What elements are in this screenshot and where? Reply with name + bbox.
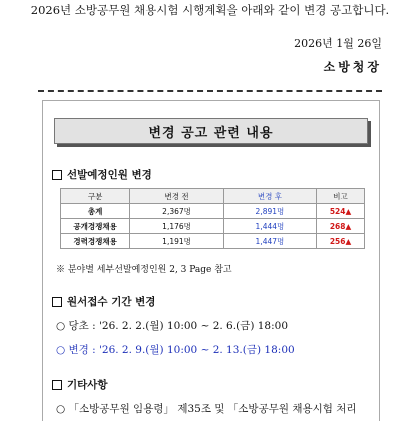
row-after: 2,891명 (223, 204, 316, 219)
divider (38, 90, 382, 92)
section-title: 기타사항 (67, 379, 108, 391)
section-heading-other (52, 377, 108, 392)
section-heading-quota (52, 167, 152, 182)
checkbox-square-icon (52, 170, 62, 180)
table-row (61, 219, 365, 234)
table-row (61, 204, 365, 219)
row-after: 1,447명 (223, 234, 316, 249)
issuing-organization: 소방청장 (323, 60, 382, 74)
section-title: 원서접수 기간 변경 (67, 296, 156, 308)
content-panel (42, 100, 380, 421)
section-heading-application (52, 294, 155, 309)
intro-text: 2026년 소방공무원 채용시험 시행계획을 아래와 같이 변경 공고합니다. (30, 3, 390, 17)
row-label: 경력경쟁채용 (61, 234, 130, 249)
row-label: 총계 (61, 204, 130, 219)
row-diff: 268▲ (317, 219, 365, 234)
row-before: 2,367명 (130, 204, 223, 219)
row-label: 공개경쟁채용 (61, 219, 130, 234)
row-diff: 524▲ (317, 204, 365, 219)
checkbox-square-icon (52, 297, 62, 307)
changed-period: ○ 변경 : '26. 2. 9.(월) 10:00 ~ 2. 13.(금) 18:00 (56, 344, 295, 356)
checkbox-square-icon (52, 380, 62, 390)
header-after: 변경 후 (223, 189, 316, 204)
table-note: ※ 분야별 세부선발예정인원 2, 3 Page 참고 (56, 265, 232, 275)
row-before: 1,176명 (130, 219, 223, 234)
other-item: ○ 「소방공무원 임용령」 제35조 및 「소방공무원 채용시험 처리 (56, 403, 357, 415)
row-before: 1,191명 (130, 234, 223, 249)
section-title: 선발예정인원 변경 (67, 169, 152, 181)
header-note: 비고 (317, 189, 365, 204)
notice-date: 2026년 1월 26일 (294, 37, 382, 50)
row-after: 1,444명 (223, 219, 316, 234)
header-category: 구분 (61, 189, 130, 204)
row-diff: 256▲ (317, 234, 365, 249)
section-banner: 변경 공고 관련 내용 (54, 118, 368, 144)
original-period: ○ 당초 : '26. 2. 2.(월) 10:00 ~ 2. 6.(금) 18:00 (56, 320, 289, 332)
table-header-row (61, 189, 365, 204)
header-before: 변경 전 (130, 189, 223, 204)
quota-table (60, 188, 365, 249)
table-row (61, 234, 365, 249)
